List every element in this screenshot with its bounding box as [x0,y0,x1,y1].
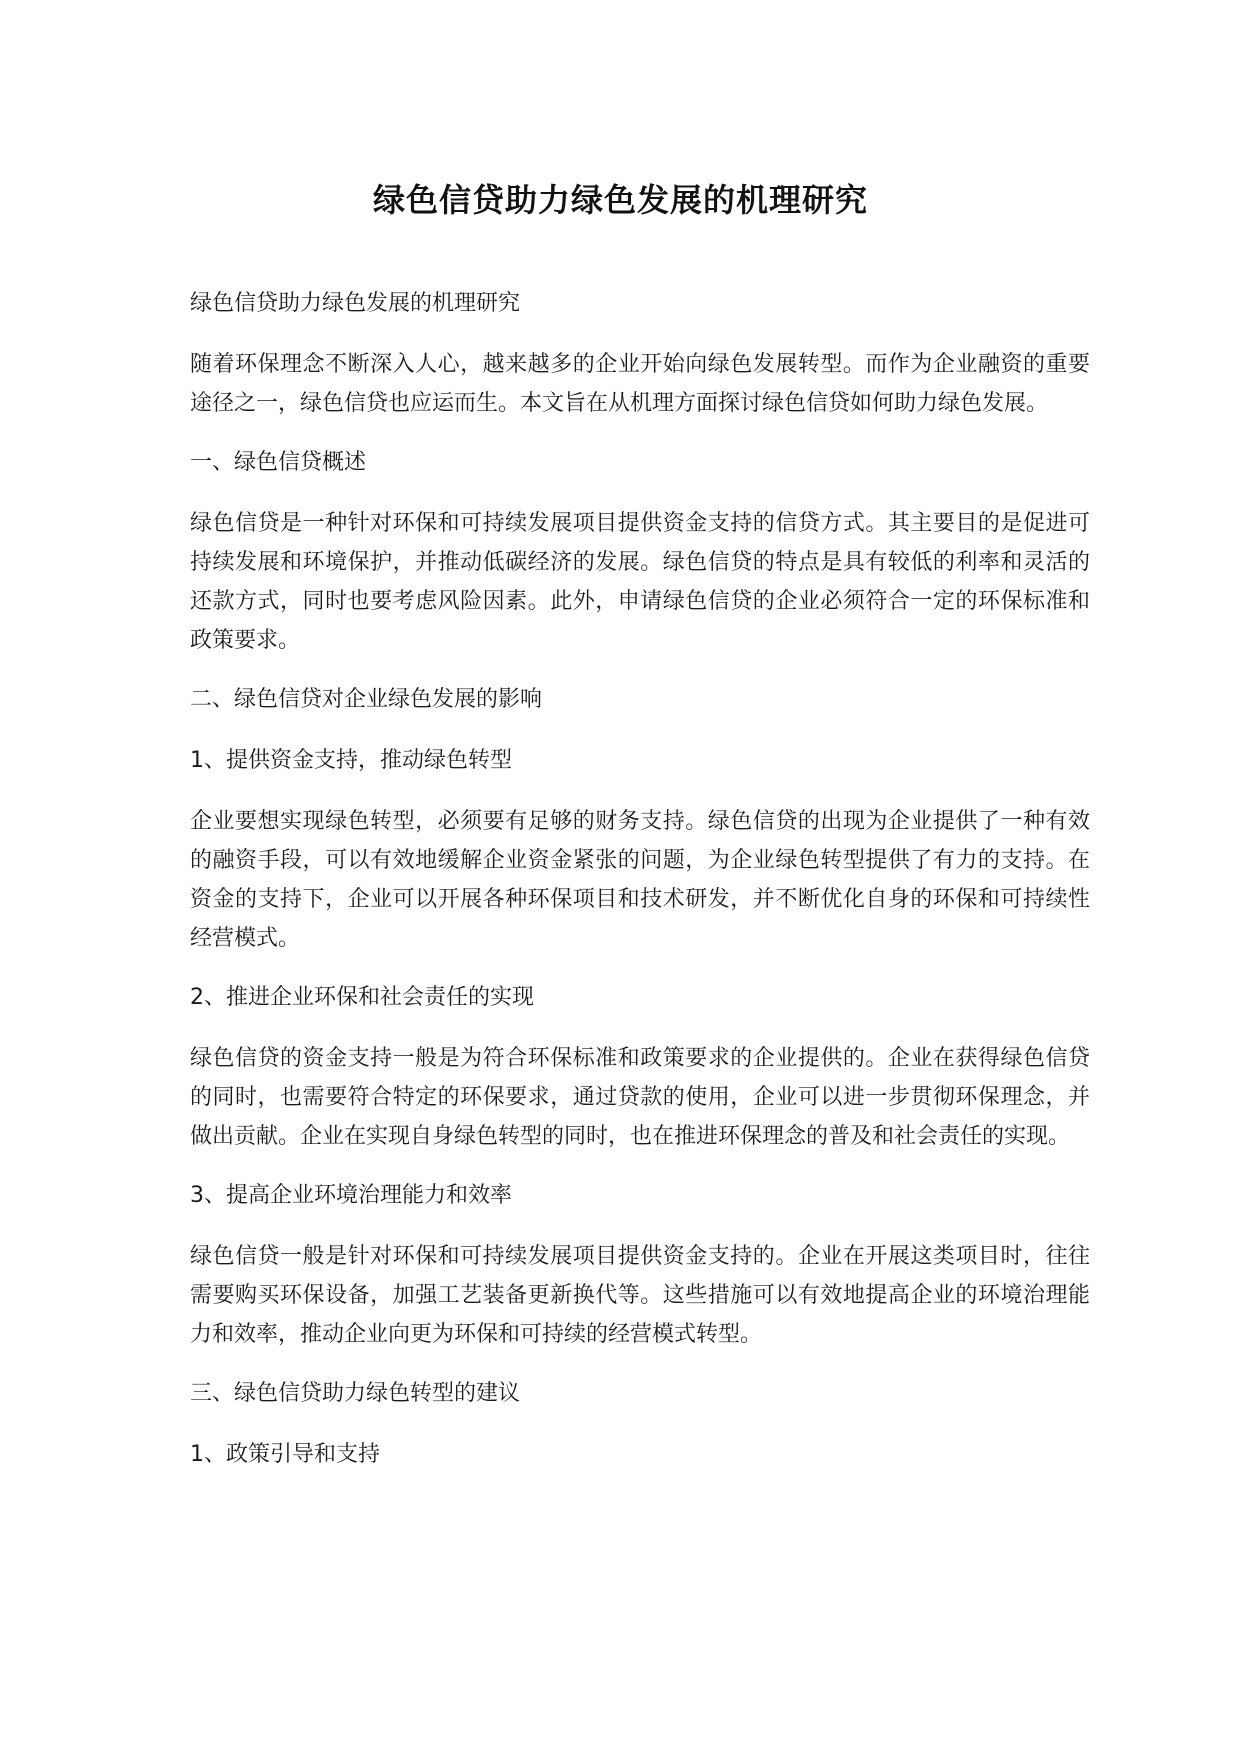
body-paragraph: 绿色信贷的资金支持一般是为符合环保标准和政策要求的企业提供的。企业在获得绿色信贷的同时，也需要符合特定的环保要求，通过贷款的使用，企业可以进一步贯彻环保理念，并做出贡献。企业在实现自身绿色转型的同时，也在推进环保理念的普及和社会责任的实现。 [190,1046,1090,1149]
subsection-heading: 1、提供资金支持，推动绿色转型 [190,748,512,773]
section-heading-1: 一、绿色信贷概述 [190,450,367,475]
body-paragraph: 绿色信贷一般是针对环保和可持续发展项目提供资金支持的。企业在开展这类项目时，往往需要购买环保设备，加强工艺装备更新换代等。这些措施可以有效地提高企业的环境治理能力和效率，推动企业向更为环保和可持续的经营模式转型。 [190,1244,1090,1347]
subsection-heading: 1、政策引导和支持 [190,1442,380,1467]
body-paragraph: 绿色信贷是一种针对环保和可持续发展项目提供资金支持的信贷方式。其主要目的是促进可持续发展和环境保护，并推动低碳经济的发展。绿色信贷的特点是具有较低的利率和灵活的还款方式，同时也要考虑风险因素。此外，申请绿色信贷的企业必须符合一定的环保标准和政策要求。 [190,511,1090,653]
body-paragraph: 企业要想实现绿色转型，必须要有足够的财务支持。绿色信贷的出现为企业提供了一种有效的融资手段，可以有效地缓解企业资金紧张的问题，为企业绿色转型提供了有力的支持。在资金的支持下，企业可以开展各种环保项目和技术研发，并不断优化自身的环保和可持续性经营模式。 [190,809,1090,951]
subsection-heading: 3、提高企业环境治理能力和效率 [190,1183,512,1208]
section-heading-2: 二、绿色信贷对企业绿色发展的影响 [190,687,543,712]
section-heading-3: 三、绿色信贷助力绿色转型的建议 [190,1381,521,1406]
intro-paragraph: 随着环保理念不断深入人心，越来越多的企业开始向绿色发展转型。而作为企业融资的重要途径之一，绿色信贷也应运而生。本文旨在从机理方面探讨绿色信贷如何助力绿色发展。 [190,352,1090,416]
subtitle-paragraph: 绿色信贷助力绿色发展的机理研究 [190,291,521,316]
document-title: 绿色信贷助力绿色发展的机理研究 [372,181,868,219]
subsection-heading: 2、推进企业环保和社会责任的实现 [190,985,534,1010]
document-body [190,284,1090,1496]
